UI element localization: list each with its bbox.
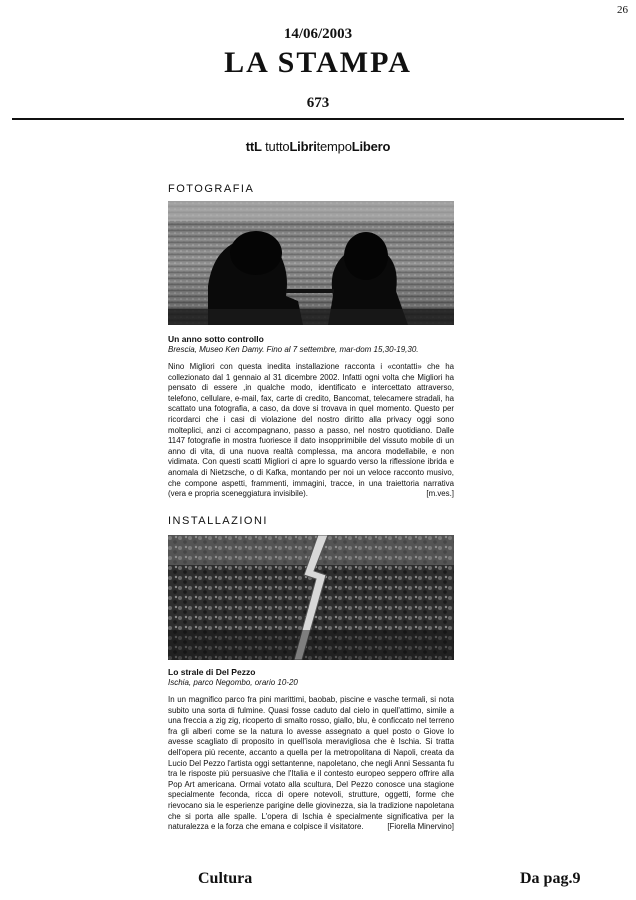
photo-sculpture-park (168, 535, 454, 660)
issue-number: 673 (306, 95, 330, 111)
section-heading-photography: FOTOGRAFIA (168, 183, 255, 195)
photo-silhouettes (168, 201, 454, 325)
brand-libri: Libri (289, 139, 317, 154)
footer-section-label: Cultura (198, 870, 253, 887)
newspaper-masthead: LA STAMPA (224, 46, 412, 79)
article2-title: Lo strale di Del Pezzo (168, 667, 256, 677)
article1-signature: [m.ves.] (426, 489, 454, 499)
article2-body-text: In un magnifico parco fra pini marittimi, baobab, piscine e vasche termali, si nota subito una sorta di fulmine. Quasi fosse caduto dal cielo in quell'attimo, simile a una freccia a zig zig, ricoperto di smalto rosso, giallo, blu, è conficcato nel terreno fra gli alberi come se la natura lo avesse assegnato a quel posto o Giove lo avesse scagliato di proposito in quell'isola meravigliosa che è Ischia. Si tratta dell'opera più recente, accanto a quella per la metropolitana di Napoli, creata da Lucio Del Pezzo l'artista oggi settantenne, napoletano, che negli Anni Sessanta fu tra le risposte più persuasive che l'Italia e il contesto europeo seppero offrire alla Pop Art americana. Ormai votato alla scultura, Del Pezzo conosce una stagione specialmente feconda, ricca di opere notevoli, strutture, oggetti, forme che rievocano sia le esperienze parigine delle giovinezza, sia la tradizione napoletana che si porta alle spalle. L'opera di Ischia è specialmente significativa per la naturalezza e la forza che emana e colpisce il visitatore. (168, 695, 454, 832)
page-number: 26 (617, 4, 628, 16)
article1-title: Un anno sotto controllo (168, 334, 264, 344)
article2-signature: [Fiorella Minervino] (387, 822, 454, 832)
brand-tutto: tutto (261, 139, 290, 154)
section-heading-installations: INSTALLAZIONI (168, 515, 268, 527)
footer-page-reference: Da pag.9 (520, 870, 581, 887)
supplement-logo (0, 139, 636, 154)
header-rule (12, 118, 624, 120)
article1-subtitle: Brescia, Museo Ken Damy. Fino al 7 settembre, mar-dom 15,30-19,30. (168, 345, 419, 354)
article2-subtitle: Ischia, parco Negombo, orario 10-20 (168, 678, 298, 687)
issue-date: 14/06/2003 (283, 26, 353, 42)
brand-tempo: tempo (316, 139, 352, 154)
brand-libero: Libero (351, 139, 391, 154)
article1-body (168, 362, 454, 500)
article2-body (168, 695, 454, 833)
brand-ttl: ttL (245, 139, 262, 154)
article1-body-text: Nino Migliori con questa inedita installazione racconta i «contatti» che ha collezionato dal 1 gennaio al 31 dicembre 2002. Infatti ogni volta che Migliori ha pensato di essere ,in qualche modo, identificato e intercettato attraverso, telefono, cellulare, e-mail, fax, carte di credito, Bancomat, telecamere stradali, ha scattato una fotografia, a caso, da dove si trovava in quel momento. Questo per ricordarci che i casi di violazione del nostro diritto alla privacy oggi sono molteplici, anzi ci accompagnano, passo a passo, nel nostro quotidiano. Dalle 1147 fotografie in mostra fuoriesce il dato insopprimibile del vissuto mobile di un anno di vita, di una nuova realtà complessa, ma ancora modellabile, e non vidimata. Con questi scatti Migliori ci apre lo sguardo verso la riflessione ibrida e anomala di Nietzsche, o di Kafka, montando per noi un veloce racconto musivo, che compone aspetti, frammenti, immagini, tracce, in una traiettoria narrativa (vera e propria sceneggiatura invisibile). (168, 362, 454, 499)
